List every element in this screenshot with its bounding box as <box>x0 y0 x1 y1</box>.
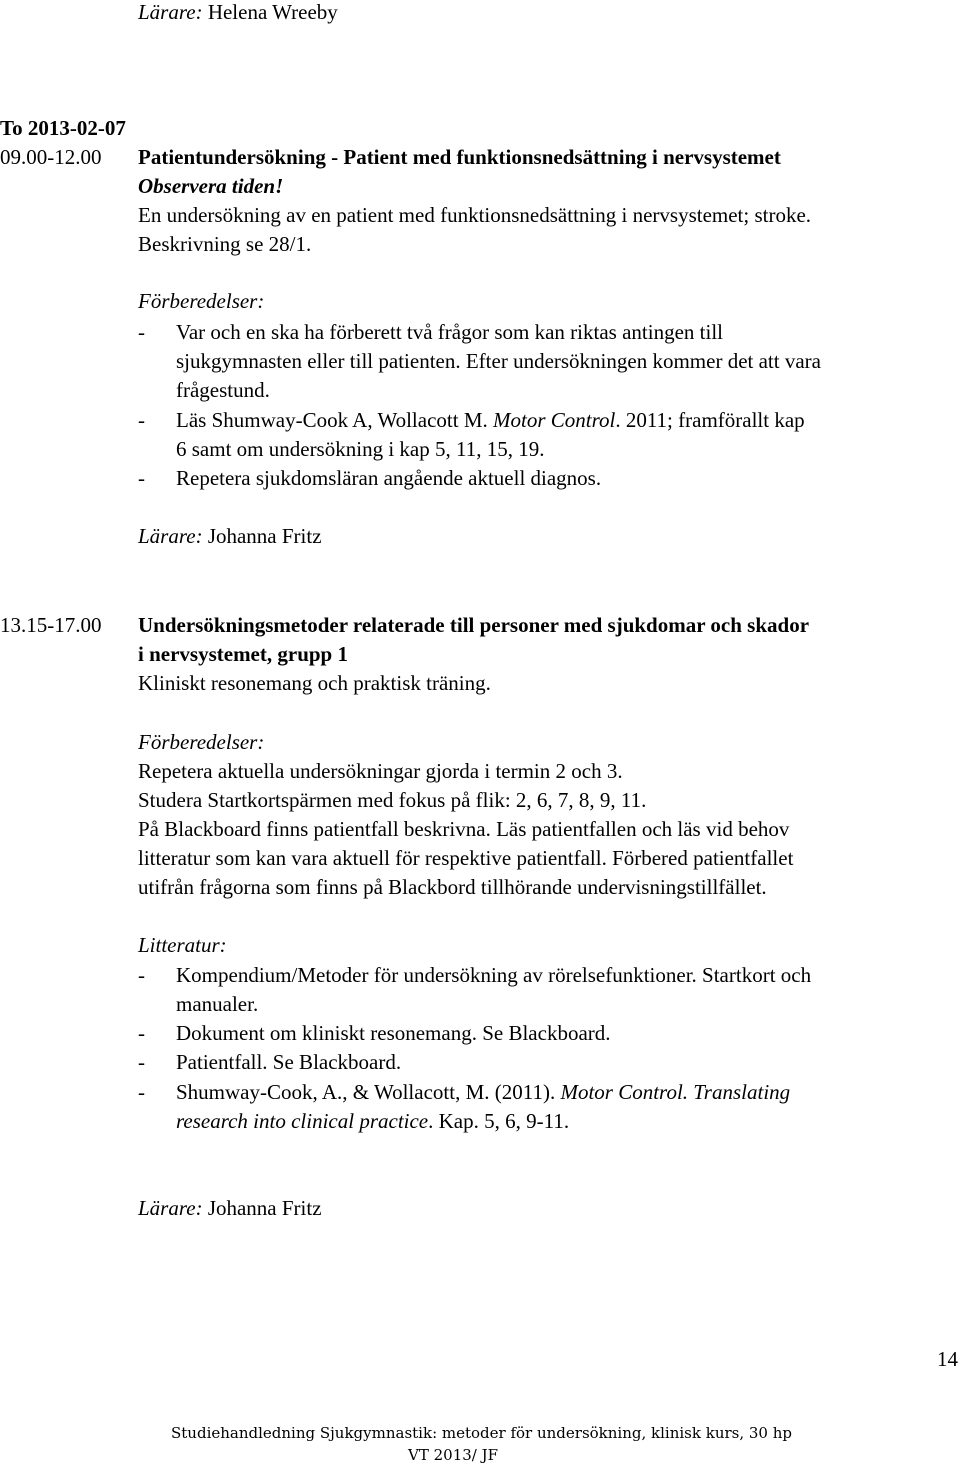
prep-item-3-line1: Repetera sjukdomsläran angående aktuell diagnos. <box>176 466 602 490</box>
session1-prep-heading: Förberedelser: <box>138 289 265 313</box>
day-date: To 2013-02-07 <box>0 116 126 140</box>
footer-line2: VT 2013/ JF <box>408 1446 499 1464</box>
session1-title: Patientundersökning - Patient med funktionsnedsättning i nervsystemet <box>138 145 781 169</box>
session2-prep-line: Studera Startkortspärmen med fokus på flik: 2, 6, 7, 8, 9, 11. <box>138 788 647 812</box>
session1-note: Observera tiden! <box>138 174 284 198</box>
prep-item-2-line1: Läs Shumway-Cook A, Wollacott M. Motor Control. 2011; framförallt kap <box>176 408 805 432</box>
bullet-dash: - <box>138 963 145 987</box>
page-number: 14 <box>937 1347 958 1371</box>
session2-subtitle: Kliniskt resonemang och praktisk träning. <box>138 671 491 695</box>
lit-item-4-line1: Shumway-Cook, A., & Wollacott, M. (2011). Motor Control. Translating <box>176 1080 791 1104</box>
session2-title2: i nervsystemet, grupp 1 <box>138 642 348 666</box>
session1-teacher: Lärare: Johanna Fritz <box>138 524 322 548</box>
session1-desc2: Beskrivning se 28/1. <box>138 232 312 256</box>
footer-line1: Studiehandledning Sjukgymnastik: metoder för undersökning, klinisk kurs, 30 hp <box>171 1424 792 1442</box>
session1-desc1: En undersökning av en patient med funktionsnedsättning i nervsystemet; stroke. <box>138 203 812 227</box>
session2-lit-heading: Litteratur: <box>138 933 227 957</box>
lit-item-1-line1: Kompendium/Metoder för undersökning av rörelsefunktioner. Startkort och <box>176 963 812 987</box>
top-teacher <box>138 0 338 25</box>
lit-item-3: Patientfall. Se Blackboard. <box>176 1050 402 1074</box>
session2-prep-line: utifrån frågorna som finns på Blackbord tillhörande undervisningstillfället. <box>138 875 767 899</box>
lit-item-1-line2: manualer. <box>176 992 259 1016</box>
lit-item-2: Dokument om kliniskt resonemang. Se Blackboard. <box>176 1021 611 1045</box>
prep-item-2-line2: 6 samt om undersökning i kap 5, 11, 15, 19. <box>176 437 545 461</box>
bullet-dash: - <box>138 320 145 344</box>
session2-prep-heading: Förberedelser: <box>138 730 265 754</box>
teacher-label: Lärare: <box>138 0 203 24</box>
bullet-dash: - <box>138 408 145 432</box>
bullet-dash: - <box>138 466 145 490</box>
bullet-dash: - <box>138 1021 145 1045</box>
prep-item-1-line2: sjukgymnasten eller till patienten. Efter undersökningen kommer det att vara <box>176 349 821 373</box>
session2-prep-line: litteratur som kan vara aktuell för respektive patientfall. Förbered patientfallet <box>138 846 794 870</box>
session2-prep-line: Repetera aktuella undersökningar gjorda i termin 2 och 3. <box>138 759 623 783</box>
session2-title1: Undersökningsmetoder relaterade till personer med sjukdomar och skador <box>138 613 810 637</box>
teacher-name: Helena Wreeby <box>207 0 338 24</box>
session2-teacher: Lärare: Johanna Fritz <box>138 1196 322 1220</box>
session2-prep-line: På Blackboard finns patientfall beskrivna. Läs patientfallen och läs vid behov <box>138 817 790 841</box>
session1-time: 09.00-12.00 <box>0 145 102 169</box>
bullet-dash: - <box>138 1050 145 1074</box>
prep-item-1-line1: Var och en ska ha förberett två frågor som kan riktas antingen till <box>176 320 723 344</box>
prep-item-1-line3: frågestund. <box>176 378 270 402</box>
bullet-dash: - <box>138 1080 145 1104</box>
lit-item-4-line2: research into clinical practice. Kap. 5, 6, 9-11. <box>176 1109 570 1133</box>
session2-time: 13.15-17.00 <box>0 613 102 637</box>
